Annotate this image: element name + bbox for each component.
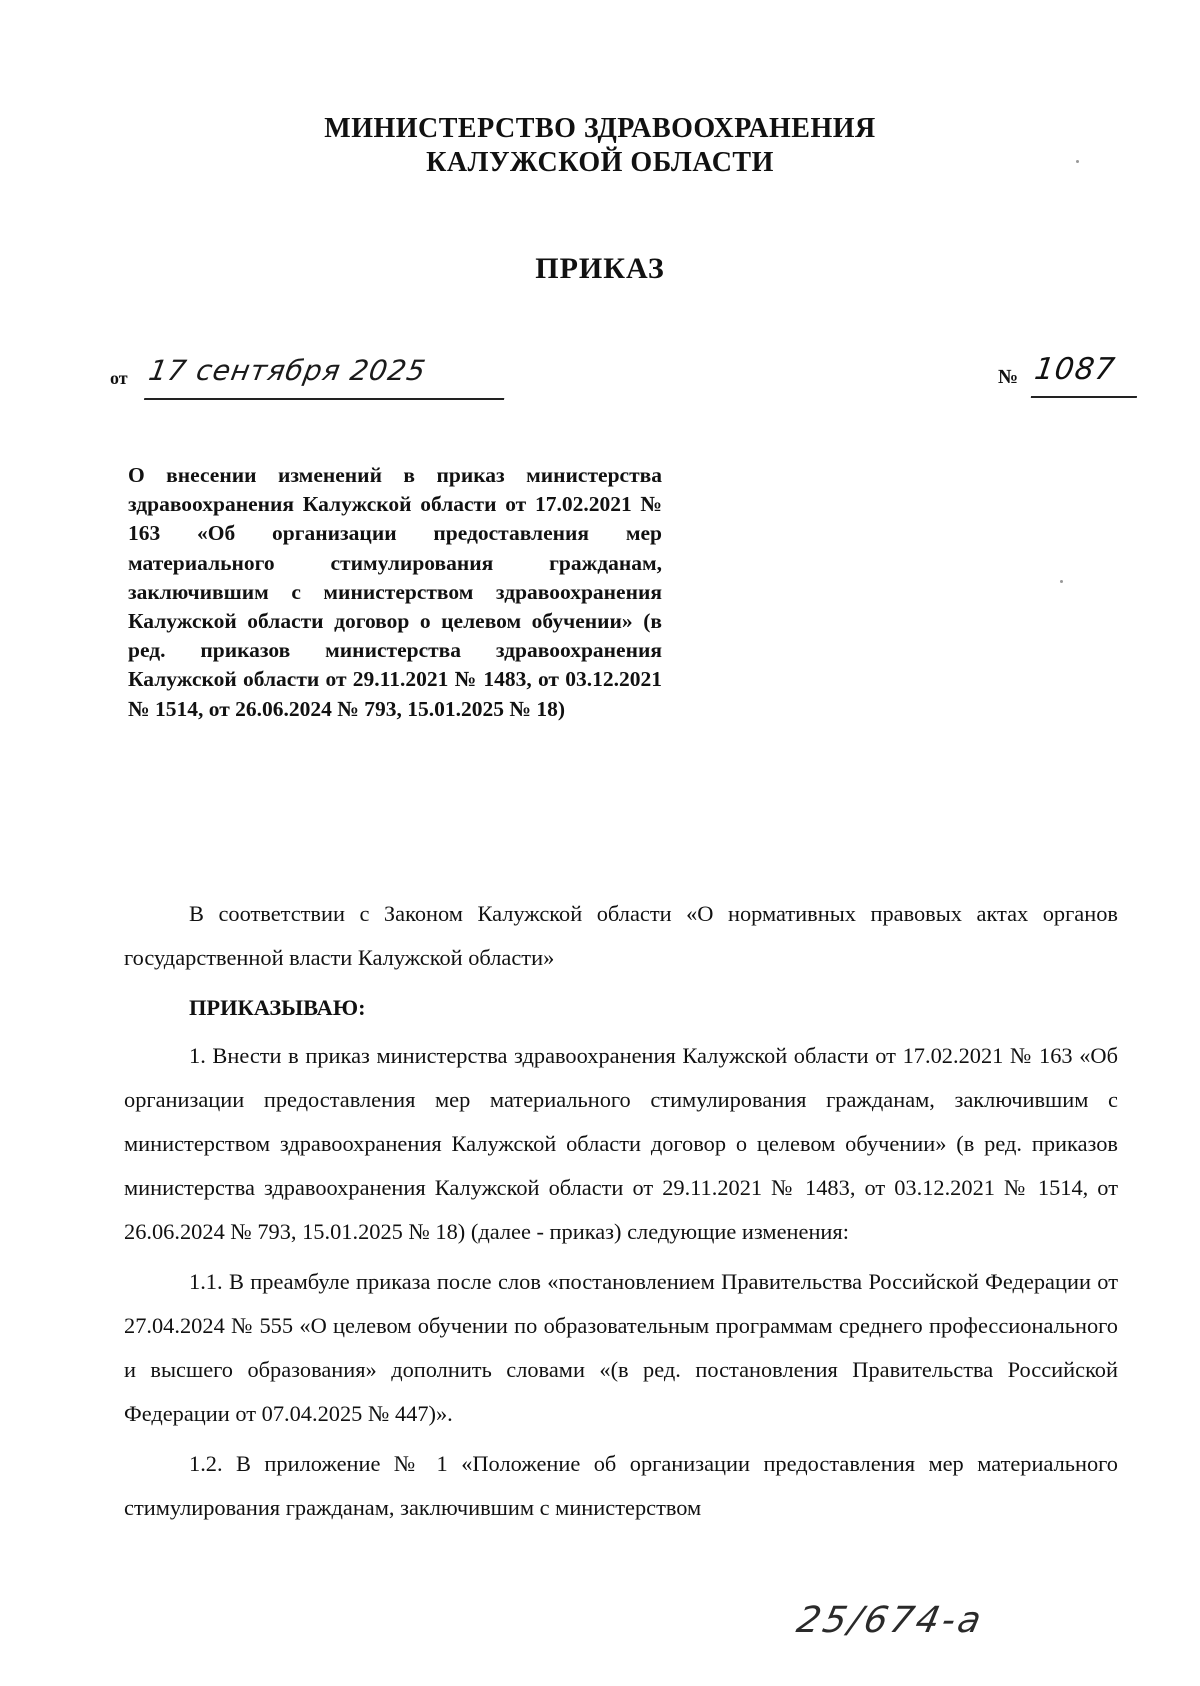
- item-1-1-paragraph: 1.1. В преамбуле приказа после слов «постановлением Правительства Российской Федерации от 27.04.2024 № 555 «О целевом обучении по образовательным программам среднего профессионального и высшего образования» дополнить словами «(в ред. постановления Правительства Российской Федерации от 07.04.2025 № 447)».: [124, 1269, 1118, 1426]
- number-handwritten: 1087: [1031, 352, 1143, 398]
- order-directive: ПРИКАЗЫВАЮ:: [189, 995, 366, 1020]
- item-1-2-paragraph: 1.2. В приложение № 1 «Положение об организации предоставления мер материального стимулирования гражданам, заключившим с министерством: [124, 1451, 1118, 1520]
- ministry-name-line2: КАЛУЖСКОЙ ОБЛАСТИ: [426, 147, 774, 178]
- scan-speck: [1076, 160, 1079, 163]
- date-prefix: от: [110, 368, 128, 388]
- number-prefix: №: [998, 366, 1019, 388]
- number-field: [998, 352, 1140, 400]
- item-1-paragraph: 1. Внести в приказ министерства здравоохранения Калужской области от 17.02.2021 № 163 «Об организации предоставления мер материального стимулирования гражданам, заключившим с министерством здравоохранения Калужской области договор о целевом обучении» (в ред. приказов министерства здравоохранения Калужской области от 29.11.2021 № 1483, от 03.12.2021 № 1514, от 26.06.2024 № 793, 15.01.2025 № 18) (далее - приказ) следующие изменения:: [124, 1043, 1118, 1244]
- date-handwritten: 17 сентября 2025: [144, 354, 512, 400]
- document-body: [124, 892, 1118, 1538]
- scan-speck: [1060, 580, 1063, 583]
- document-type-title: ПРИКАЗ: [535, 252, 665, 285]
- order-subject: О внесении изменений в приказ министерства здравоохранения Калужской области от 17.02.2021 № 163 «Об организации предоставления мер материального стимулирования гражданам, заключившим с министерством здравоохранения Калужской области договор о целевом обучении» (в ред. приказов министерства здравоохранения Калужской области от 29.11.2021 № 1483, от 03.12.2021 № 1514, от 26.06.2024 № 793, 15.01.2025 № 18): [128, 463, 662, 721]
- preamble-paragraph: В соответствии с Законом Калужской области «О нормативных правовых актах органов государственной власти Калужской области»: [124, 901, 1118, 970]
- ministry-header: [0, 112, 1200, 180]
- date-field: [110, 352, 510, 400]
- registration-mark-handwritten: 25/674-а: [793, 1600, 988, 1641]
- ministry-name-line1: МИНИСТЕРСТВО ЗДРАВООХРАНЕНИЯ: [324, 113, 876, 144]
